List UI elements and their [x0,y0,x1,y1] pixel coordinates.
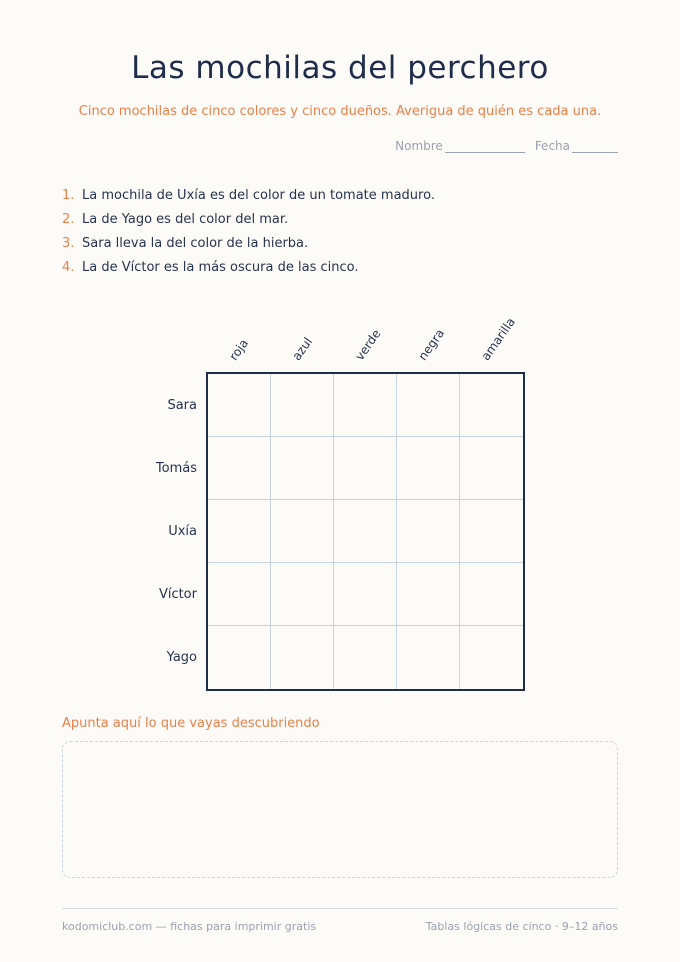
grid-cell[interactable] [460,563,523,626]
column-header-amarilla: amarilla [478,315,518,363]
grid-cell[interactable] [460,437,523,500]
footer-divider [62,908,618,909]
grid-cell[interactable] [460,626,523,689]
column-header-roja: roja [226,336,252,363]
clue-text: La de Víctor es la más oscura de las cinco. [82,260,359,275]
grid-cell[interactable] [271,563,334,626]
name-date-fields [395,139,618,153]
notes-box[interactable] [62,741,618,878]
footer-source: kodomiclub.com — fichas para imprimir gratis [62,920,317,933]
grid-cell[interactable] [460,374,523,437]
grid-cell[interactable] [208,626,271,689]
clue-number: 1. [62,188,75,203]
name-line [445,140,525,153]
row-header-victor: Víctor [158,587,197,602]
clue-text: La de Yago es del color del mar. [82,212,289,227]
column-headers [206,315,526,363]
grid-cell[interactable] [271,437,334,500]
row-header-yago: Yago [166,650,197,665]
clue-number: 3. [62,236,75,251]
clue-item [62,260,435,284]
subtitle: Cinco mochilas de cinco colores y cinco dueños. Averigua de quién es cada una. [78,104,602,119]
column-header-negra: negra [415,326,448,363]
column-header-verde: verde [352,326,384,363]
name-field[interactable] [395,139,525,153]
date-label: Fecha [534,139,570,153]
grid-cell[interactable] [208,563,271,626]
row-header-uxia: Uxía [168,524,197,539]
name-label: Nombre [395,139,443,153]
row-header-sara: Sara [167,398,197,413]
grid-cell[interactable] [334,563,397,626]
grid-cell[interactable] [334,374,397,437]
row-headers [80,374,197,689]
grid-cell[interactable] [334,626,397,689]
clue-item [62,212,435,236]
clue-number: 4. [62,260,75,275]
row-header-tomas: Tomás [155,461,197,476]
grid-cell[interactable] [208,500,271,563]
grid-cell[interactable] [208,437,271,500]
clue-list [62,188,435,284]
notes-label: Apunta aquí lo que vayas descubriendo [62,716,320,731]
clue-text: La mochila de Uxía es del color de un tomate maduro. [82,188,435,203]
footer-series: Tablas lógicas de cinco · 9–12 años [425,920,618,933]
clue-item [62,236,435,260]
column-header-azul: azul [289,334,316,363]
clue-item [62,188,435,212]
grid-cell[interactable] [334,500,397,563]
grid-cell[interactable] [271,500,334,563]
page-title: Las mochilas del perchero [131,50,549,86]
grid-cell[interactable] [397,563,460,626]
grid-cell[interactable] [397,626,460,689]
date-line [572,140,618,153]
grid-cell[interactable] [271,626,334,689]
grid-cell[interactable] [397,437,460,500]
clue-number: 2. [62,212,75,227]
logic-grid [206,372,525,691]
clue-text: Sara lleva la del color de la hierba. [82,236,309,251]
grid-cell[interactable] [271,374,334,437]
grid-cell[interactable] [397,374,460,437]
grid-cell[interactable] [334,437,397,500]
grid-cell[interactable] [397,500,460,563]
date-field[interactable] [535,139,618,153]
grid-cell[interactable] [460,500,523,563]
grid-cell[interactable] [208,374,271,437]
